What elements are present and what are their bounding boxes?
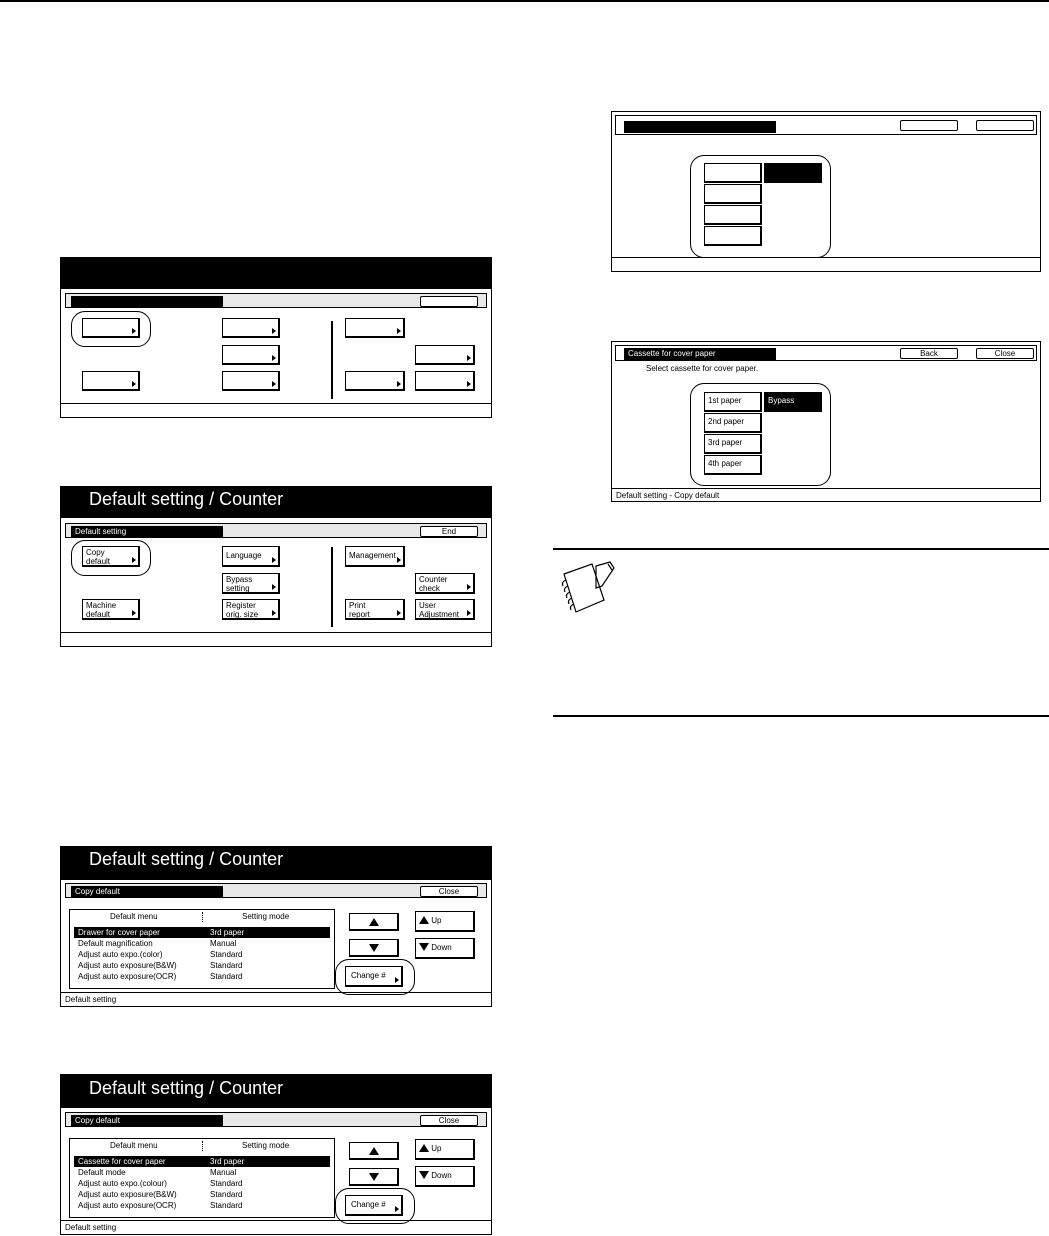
row-mode: Standard xyxy=(210,1179,243,1188)
panel-footer: Default setting xyxy=(61,1220,491,1234)
machine-default-button[interactable] xyxy=(82,371,140,391)
paper-option-3rd[interactable] xyxy=(704,434,762,454)
up-button[interactable] xyxy=(415,911,475,932)
panel-subbar xyxy=(65,1112,487,1127)
row-menu: Drawer for cover paper xyxy=(78,928,160,937)
language-label: Language xyxy=(226,551,262,560)
row-mode: 3rd paper xyxy=(210,1157,245,1166)
list-row[interactable] xyxy=(74,971,330,982)
list-row[interactable] xyxy=(74,1156,330,1167)
end-button[interactable]: End xyxy=(420,526,478,537)
panel-title: Default setting / Counter xyxy=(61,1075,491,1108)
close-button[interactable]: Close xyxy=(976,348,1034,359)
triangle-up-icon xyxy=(369,1147,379,1155)
panel-cassette-blank xyxy=(611,111,1041,272)
end-button[interactable] xyxy=(420,296,478,307)
highlight-oval xyxy=(71,311,151,347)
tab-label: Copy default xyxy=(71,1115,223,1127)
triangle-down-icon xyxy=(419,943,429,951)
counter-check-label: Counter check xyxy=(419,575,448,593)
instruction-text: Select cassette for cover paper. xyxy=(646,364,759,373)
row-menu: Adjust auto exposure(OCR) xyxy=(78,1201,177,1210)
list-row[interactable] xyxy=(74,1178,330,1189)
row-menu: Adjust auto exposure(OCR) xyxy=(78,972,177,981)
print-report-button[interactable] xyxy=(345,599,405,620)
bypass-option-button[interactable] xyxy=(764,392,822,412)
triangle-down-icon xyxy=(419,1171,429,1179)
bypass-setting-button[interactable] xyxy=(222,573,280,594)
list-row[interactable] xyxy=(74,938,330,949)
column-setting-mode: Setting mode xyxy=(242,912,290,921)
panel-subbar xyxy=(615,115,1037,135)
management-button[interactable] xyxy=(345,546,405,567)
panel-default-setting xyxy=(60,486,492,647)
user-adjustment-label: User Adjustment xyxy=(419,601,460,619)
divider xyxy=(331,321,333,399)
bypass-setting-button[interactable] xyxy=(222,345,280,365)
register-orig-size-label: Register orig. size xyxy=(226,601,259,619)
triangle-up-icon xyxy=(419,1144,429,1152)
panel-subbar xyxy=(65,883,487,898)
list-row[interactable] xyxy=(74,1200,330,1211)
user-adjustment-button[interactable] xyxy=(415,371,475,391)
row-menu: Default mode xyxy=(78,1168,126,1177)
print-report-button[interactable] xyxy=(345,371,405,391)
counter-check-button[interactable] xyxy=(415,345,475,365)
panel-copy-default-1 xyxy=(60,846,492,1007)
down-label: Down xyxy=(431,1171,452,1180)
note-top-rule xyxy=(553,548,1049,550)
row-mode: Standard xyxy=(210,1190,243,1199)
panel-footer xyxy=(612,257,1040,271)
row-menu: Default magnification xyxy=(78,939,153,948)
row-mode: Standard xyxy=(210,950,243,959)
row-mode: Manual xyxy=(210,939,237,948)
tab-label: Copy default xyxy=(71,886,223,898)
row-menu: Cassette for cover paper xyxy=(78,1157,166,1166)
management-label: Management xyxy=(349,551,396,560)
back-button[interactable]: Back xyxy=(900,348,958,359)
triangle-up-icon xyxy=(369,918,379,926)
notepad-pencil-icon xyxy=(556,560,620,620)
tab-label: Default setting xyxy=(71,526,223,538)
row-menu: Adjust auto exposure(B&W) xyxy=(78,1190,177,1199)
panel-subbar xyxy=(65,293,487,308)
column-default-menu: Default menu xyxy=(110,912,158,921)
note-bottom-rule xyxy=(553,715,1049,717)
row-menu: Adjust auto expo.(colour) xyxy=(78,1179,167,1188)
machine-default-button[interactable] xyxy=(82,599,140,620)
up-label: Up xyxy=(431,1144,442,1153)
management-button[interactable] xyxy=(345,318,405,338)
option-label: 4th paper xyxy=(708,459,742,468)
counter-check-button[interactable] xyxy=(415,573,475,594)
panel-subbar xyxy=(65,523,487,538)
bypass-label: Bypass xyxy=(768,396,795,405)
language-button[interactable] xyxy=(222,546,280,567)
paper-option-button[interactable] xyxy=(704,205,762,225)
close-button[interactable]: Close xyxy=(420,1115,478,1126)
panel-default-setting-blank xyxy=(60,257,492,418)
triangle-up-icon xyxy=(419,916,429,924)
column-default-menu: Default menu xyxy=(110,1141,158,1150)
panel-copy-default-2 xyxy=(60,1074,492,1235)
panel-title: Default setting / Counter xyxy=(61,487,491,518)
list-row[interactable] xyxy=(74,1189,330,1200)
back-button[interactable] xyxy=(900,120,958,131)
paper-option-button[interactable] xyxy=(704,163,762,183)
highlight-oval xyxy=(71,540,151,576)
paper-option-button[interactable] xyxy=(704,184,762,204)
panel-footer xyxy=(61,632,491,646)
row-mode: Standard xyxy=(210,972,243,981)
highlight-oval xyxy=(335,959,415,995)
panel-footer xyxy=(61,403,491,417)
close-button[interactable]: Close xyxy=(420,886,478,897)
panel-subbar xyxy=(615,345,1037,361)
paper-option-button[interactable] xyxy=(704,226,762,246)
register-orig-size-button[interactable] xyxy=(222,371,280,391)
column-separator xyxy=(202,1141,203,1151)
close-button[interactable] xyxy=(976,120,1034,131)
scroll-up-button[interactable] xyxy=(349,1142,399,1160)
column-setting-mode: Setting mode xyxy=(242,1141,290,1150)
down-label: Down xyxy=(431,943,452,952)
row-mode: Manual xyxy=(210,1168,237,1177)
top-rule xyxy=(0,0,1049,2)
default-menu-list xyxy=(69,1138,335,1218)
paper-option-4th[interactable] xyxy=(704,455,762,475)
row-mode: Standard xyxy=(210,961,243,970)
list-row[interactable] xyxy=(74,960,330,971)
row-mode: 3rd paper xyxy=(210,928,245,937)
option-label: 2nd paper xyxy=(708,417,745,426)
panel-cassette-cover-paper xyxy=(611,341,1041,502)
change-label: Change # xyxy=(351,1200,386,1209)
copy-default-label: Copy default xyxy=(86,548,111,566)
register-orig-size-button[interactable] xyxy=(222,599,280,620)
change-label: Change # xyxy=(351,971,386,980)
tab-label: Cassette for cover paper xyxy=(624,348,776,360)
highlight-oval xyxy=(335,1188,415,1224)
triangle-down-icon xyxy=(369,1173,379,1181)
up-button[interactable] xyxy=(415,1139,475,1160)
triangle-down-icon xyxy=(369,944,379,952)
row-mode: Standard xyxy=(210,1201,243,1210)
user-adjustment-button[interactable] xyxy=(415,599,475,620)
tab-label xyxy=(71,296,223,308)
up-label: Up xyxy=(431,916,442,925)
row-menu: Adjust auto expo.(color) xyxy=(78,950,163,959)
panel-title: Default setting / Counter xyxy=(61,847,491,880)
list-row[interactable] xyxy=(74,927,330,938)
bypass-option-button[interactable] xyxy=(764,163,822,183)
scroll-up-button[interactable] xyxy=(349,913,399,931)
divider xyxy=(331,547,333,627)
option-label: 3rd paper xyxy=(708,438,743,447)
panel-footer: Default setting xyxy=(61,992,491,1006)
option-label: 1st paper xyxy=(708,396,742,405)
down-button[interactable] xyxy=(415,1166,475,1187)
list-row[interactable] xyxy=(74,949,330,960)
scroll-down-button[interactable] xyxy=(349,1168,399,1186)
default-menu-list xyxy=(69,909,335,989)
panel-footer: Default setting - Copy default xyxy=(612,488,1040,501)
scroll-down-button[interactable] xyxy=(349,939,399,957)
tab-label xyxy=(624,121,776,133)
print-report-label: Print report xyxy=(349,601,370,619)
paper-option-2nd[interactable] xyxy=(704,413,762,433)
paper-option-1st[interactable] xyxy=(704,392,762,412)
column-separator xyxy=(202,912,203,922)
bypass-setting-label: Bypass setting xyxy=(226,575,253,593)
language-button[interactable] xyxy=(222,318,280,338)
machine-default-label: Machine default xyxy=(86,601,117,619)
list-row[interactable] xyxy=(74,1167,330,1178)
panel-title-bar xyxy=(61,258,491,289)
row-menu: Adjust auto exposure(B&W) xyxy=(78,961,177,970)
down-button[interactable] xyxy=(415,938,475,959)
